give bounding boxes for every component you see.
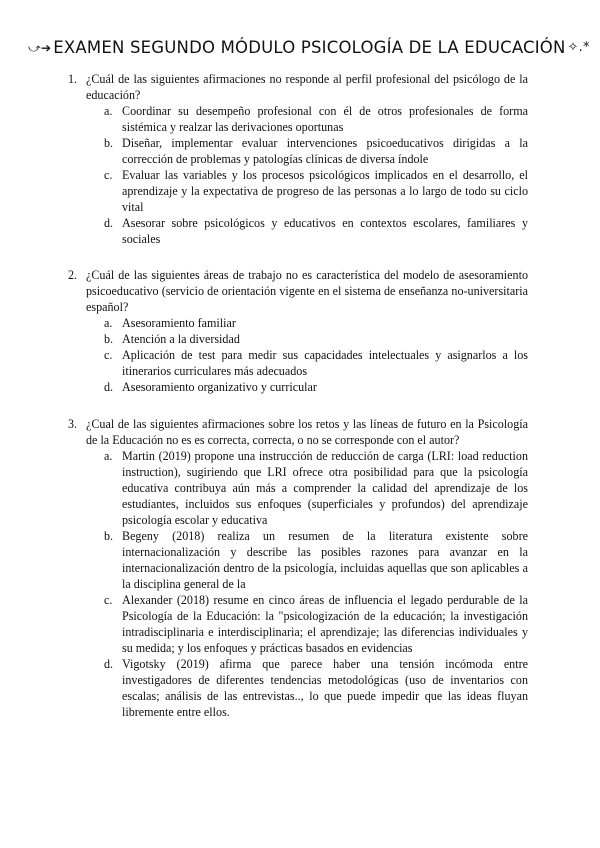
option-letter: a.: [104, 449, 113, 463]
option-text: Begeny (2018) realiza un resumen de la literatura existente sobre internacionalización y describe las posibles razones para avanzar en la internacionalización dentro de la psicología, incluidas aquellas que son aplicables a la disciplina general de la: [122, 529, 528, 591]
option-text: Asesoramiento familiar: [122, 316, 236, 330]
option-letter: b.: [104, 529, 114, 543]
option-text: Asesorar sobre psicológicos y educativos en contextos escolares, familiares y sociales: [122, 216, 528, 246]
question-3: [68, 416, 528, 448]
option-letter: b.: [104, 332, 114, 346]
sparkle-icon: ✧.*: [567, 40, 590, 55]
options-list-1: [86, 103, 528, 247]
question-2: [68, 267, 528, 315]
question-text: ¿Cual de las siguientes afirmaciones sobre los retos y las líneas de futuro en la Psicología de la Educación no es es correcta, correcta, o no se corresponde con el autor?: [86, 417, 528, 447]
question-number: 3.: [68, 417, 78, 431]
question-text: ¿Cuál de las siguientes afirmaciones no responde al perfil profesional del psicólogo de la educación?: [86, 72, 528, 102]
options-list-2: [86, 315, 528, 395]
option-text: Asesoramiento organizativo y curricular: [122, 380, 317, 394]
document-title: EXAMEN SEGUNDO MÓDULO PSICOLOGÍA DE LA EDUCACIÓN: [53, 38, 566, 57]
option-text: Diseñar, implementar evaluar intervenciones psicoeducativos dirigidas a la corrección de problemas y patologías clínicas de diversa índole: [122, 136, 528, 166]
option-text: Evaluar las variables y los procesos psicológicos implicados en el desarrollo, el aprendizaje y la expectativa de progreso de las personas a lo largo de todo su ciclo vital: [122, 168, 528, 214]
page-header: [28, 38, 590, 57]
option-2d: [104, 379, 528, 395]
option-letter: d.: [104, 216, 114, 230]
question-number: 2.: [68, 268, 78, 282]
option-text: Alexander (2018) resume en cinco áreas de influencia el legado perdurable de la Psicología de la Educación: la "psicologización de la educación; la investigación intradisciplinaria e interdisciplinaria; el aprendizaje; las diferencias individuales y su medida; y los enfoques y prácticas basados en evidencias: [122, 593, 528, 655]
option-1b: [104, 135, 528, 167]
exam-content: [68, 71, 528, 720]
question-text: ¿Cuál de las siguientes áreas de trabajo no es característica del modelo de asesoramiento psicoeducativo (servicio de orientación vigente en el sistema de enseñanza no-universitaria español?: [86, 268, 528, 314]
option-letter: c.: [104, 348, 113, 362]
option-2b: [104, 331, 528, 347]
option-text: Atención a la diversidad: [122, 332, 240, 346]
option-text: Aplicación de test para medir sus capacidades intelectuales y asignarlos a los itinerarios curriculares más adecuados: [122, 348, 528, 378]
option-3c: [104, 592, 528, 656]
option-text: Martin (2019) propone una instrucción de reducción de carga (LRI: load reduction instruction), sugiriendo que LRI ofrece otra posibilidad para que la psicología educativa contribuya aún más a comprender la calidad del aprendizaje de los estudiantes, incluidos sus enfoques (superficiales y profundos) del aprendizaje psicología escolar y educativa: [122, 449, 528, 527]
option-letter: a.: [104, 104, 113, 118]
option-letter: c.: [104, 593, 113, 607]
option-letter: d.: [104, 380, 114, 394]
option-2a: [104, 315, 528, 331]
option-letter: c.: [104, 168, 113, 182]
option-1c: [104, 167, 528, 215]
options-list-3: [86, 448, 528, 720]
question-number: 1.: [68, 72, 78, 86]
option-letter: b.: [104, 136, 114, 150]
option-3d: [104, 656, 528, 720]
option-1a: [104, 103, 528, 135]
option-letter: d.: [104, 657, 114, 671]
option-1d: [104, 215, 528, 247]
curved-arrow-icon: ⤻➔: [28, 41, 52, 55]
option-text: Vigotsky (2019) afirma que parece haber una tensión incómoda entre investigadores de diferentes tendencias metodológicas (uso de inventarios con escalas; análisis de las entrevistas.., lo que puede impedir que las ideas fluyan libremente entre ellos.: [122, 657, 528, 719]
question-1: [68, 71, 528, 103]
option-2c: [104, 347, 528, 379]
option-text: Coordinar su desempeño profesional con él de otros profesionales de forma sistémica y realzar las derivaciones oportunas: [122, 104, 528, 134]
option-3a: [104, 448, 528, 528]
option-3b: [104, 528, 528, 592]
option-letter: a.: [104, 316, 113, 330]
